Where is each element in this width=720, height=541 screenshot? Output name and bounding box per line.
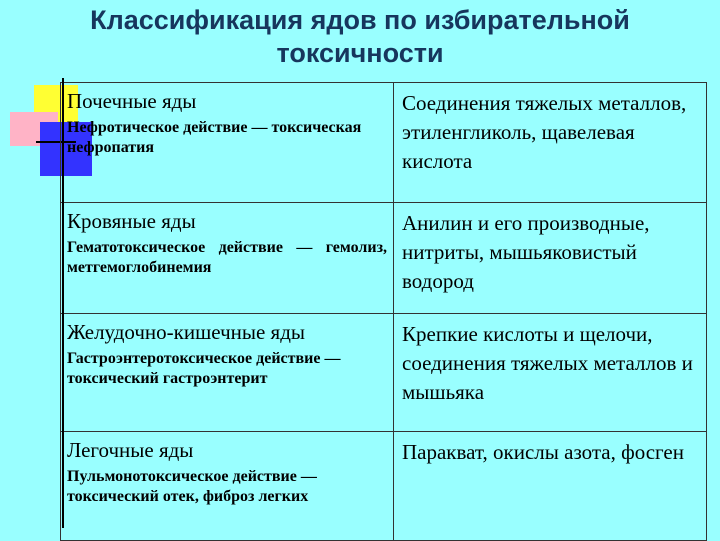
poison-class-name: Легочные яды xyxy=(67,438,194,462)
poison-class-note: Гастроэнтеротоксическое действие — токсический гастроэнтерит xyxy=(67,350,341,387)
substances-cell xyxy=(394,314,707,432)
substances-cell xyxy=(394,203,707,314)
table-row xyxy=(61,432,707,541)
table-row xyxy=(61,203,707,314)
substances-text: Крепкие кислоты и щелочи, соединения тяжелых металлов и мышьяка xyxy=(402,322,693,404)
table-row xyxy=(61,314,707,432)
poison-class-name: Кровяные яды xyxy=(67,209,196,233)
substances-cell xyxy=(394,432,707,541)
poison-class-note: Пульмонотоксическое действие — токсический отек, фиброз легких xyxy=(67,468,317,505)
poison-class-cell xyxy=(61,83,394,203)
poison-class-note: Гематотоксическое действие — гемолиз, метгемоглобинемия xyxy=(67,239,387,276)
poison-class-cell xyxy=(61,203,394,314)
poison-class-name: Почечные яды xyxy=(67,89,197,113)
table-row xyxy=(61,83,707,203)
title-line-1: Классификация ядов по избирательной xyxy=(90,5,630,35)
page-title xyxy=(0,4,720,70)
poison-class-cell xyxy=(61,432,394,541)
poison-class-cell xyxy=(61,314,394,432)
substances-text: Соединения тяжелых металлов, этиленгликоль, щавелевая кислота xyxy=(402,91,687,173)
poison-class-name: Желудочно-кишечные яды xyxy=(67,320,306,344)
decorative-vertical-line xyxy=(62,78,64,528)
substances-cell xyxy=(394,83,707,203)
substances-text: Паракват, окислы азота, фосген xyxy=(402,440,684,464)
substances-text: Анилин и его производные, нитриты, мышьяковистый водород xyxy=(402,211,650,293)
poison-classification-table xyxy=(60,82,707,541)
poison-class-note: Нефротическое действие — токсическая нефропатия xyxy=(67,119,362,156)
title-line-2: токсичности xyxy=(276,38,444,68)
